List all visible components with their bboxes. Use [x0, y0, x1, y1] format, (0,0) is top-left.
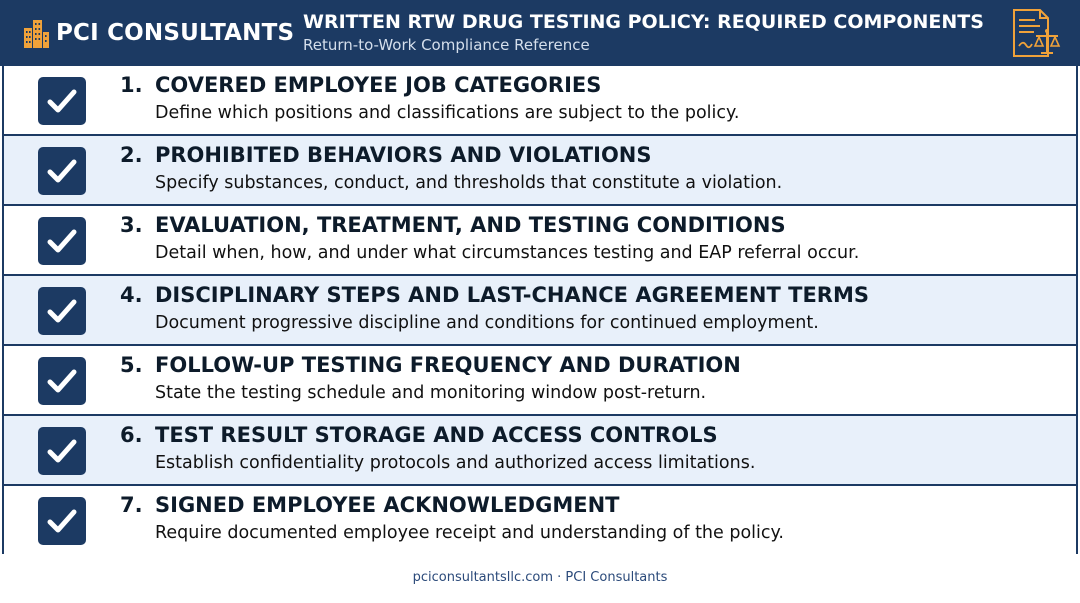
- page-title: WRITTEN RTW DRUG TESTING POLICY: REQUIRED COMPONENTS: [303, 11, 984, 33]
- item-description: Specify substances, conduct, and thresholds that constitute a violation.: [155, 173, 783, 193]
- item-description: State the testing schedule and monitoring window post-return.: [155, 383, 707, 403]
- item-title: DISCIPLINARY STEPS AND LAST-CHANCE AGREEMENT TERMS: [155, 283, 869, 307]
- item-description: Establish confidentiality protocols and authorized access limitations.: [155, 453, 756, 473]
- item-title: PROHIBITED BEHAVIORS AND VIOLATIONS: [155, 143, 652, 167]
- list-item: [4, 486, 1076, 556]
- item-number: 4.: [120, 283, 143, 307]
- item-number: 7.: [120, 493, 143, 517]
- checkbox-checked-icon: [38, 357, 86, 405]
- list-item: [4, 416, 1076, 486]
- list-item: [4, 136, 1076, 206]
- item-number: 6.: [120, 423, 143, 447]
- buildings-icon: [22, 18, 50, 48]
- document-scales-icon: [1010, 8, 1062, 58]
- item-title: EVALUATION, TREATMENT, AND TESTING CONDITIONS: [155, 213, 786, 237]
- list-item: [4, 206, 1076, 276]
- header-bar: [0, 0, 1080, 66]
- list-item: [4, 276, 1076, 346]
- checkbox-checked-icon: [38, 427, 86, 475]
- checkbox-checked-icon: [38, 147, 86, 195]
- page-subtitle: Return-to-Work Compliance Reference: [303, 36, 590, 54]
- item-title: TEST RESULT STORAGE AND ACCESS CONTROLS: [155, 423, 718, 447]
- checkbox-checked-icon: [38, 217, 86, 265]
- checkbox-checked-icon: [38, 287, 86, 335]
- item-title: SIGNED EMPLOYEE ACKNOWLEDGMENT: [155, 493, 620, 517]
- title-block: [303, 10, 984, 55]
- item-number: 5.: [120, 353, 143, 377]
- item-number: 2.: [120, 143, 143, 167]
- item-number: 1.: [120, 73, 143, 97]
- brand-name: PCI CONSULTANTS: [56, 20, 295, 46]
- item-title: FOLLOW-UP TESTING FREQUENCY AND DURATION: [155, 353, 741, 377]
- checkbox-checked-icon: [38, 497, 86, 545]
- checkbox-checked-icon: [38, 77, 86, 125]
- brand: [22, 13, 294, 53]
- item-title: COVERED EMPLOYEE JOB CATEGORIES: [155, 73, 602, 97]
- item-number: 3.: [120, 213, 143, 237]
- footer-text: pciconsultantsllc.com · PCI Consultants: [412, 570, 668, 585]
- components-list: [2, 66, 1078, 554]
- item-description: Document progressive discipline and conditions for continued employment.: [155, 313, 819, 333]
- item-description: Require documented employee receipt and understanding of the policy.: [155, 523, 784, 543]
- list-item: [4, 66, 1076, 136]
- item-description: Define which positions and classifications are subject to the policy.: [155, 103, 740, 123]
- item-description: Detail when, how, and under what circumstances testing and EAP referral occur.: [155, 243, 860, 263]
- list-item: [4, 346, 1076, 416]
